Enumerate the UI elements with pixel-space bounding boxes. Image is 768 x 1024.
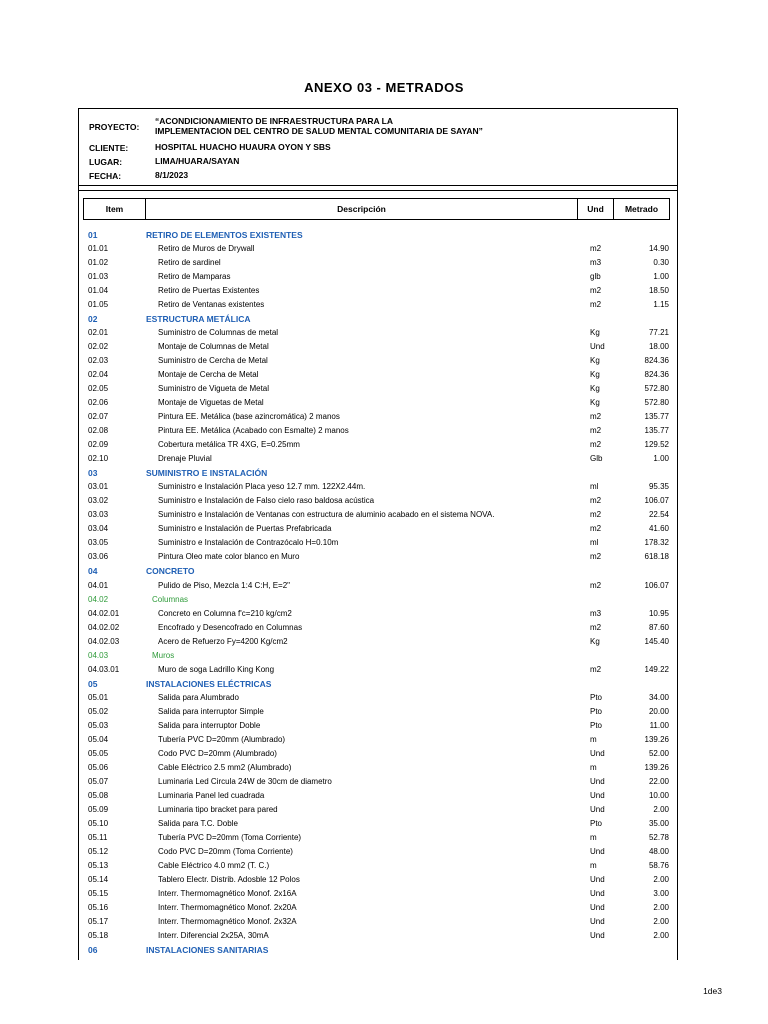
item-unit: m2 [590,664,602,674]
item-unit: Kg [590,398,600,408]
section-row [79,564,677,578]
item-unit: m [590,762,597,772]
item-metrado: 149.22 [644,664,669,674]
section-row [79,677,677,691]
table-row [79,635,677,649]
table-row [79,368,677,382]
item-metrado: 824.36 [644,370,669,380]
section-divider [79,190,677,191]
item-code: 05.14 [88,874,109,884]
item-metrado: 824.36 [644,356,669,366]
item-code: 03 [88,468,98,479]
item-metrado: 77.21 [648,328,669,338]
header-item: Item [83,198,146,220]
item-unit: m2 [590,244,602,254]
item-metrado: 34.00 [648,692,669,702]
item-unit: m2 [590,286,602,296]
item-metrado: 135.77 [644,426,669,436]
item-code: 01.03 [88,272,109,282]
item-unit: m3 [590,258,602,268]
item-description: Suministro de Vigueta de Metal [158,384,270,394]
item-metrado: 145.40 [644,636,669,646]
item-description: Luminaria Panel led cuadrada [158,790,265,800]
item-description: Tablero Electr. Distrib. Adosble 12 Polos [158,874,300,884]
item-metrado: 1.15 [653,300,669,310]
item-code: 05.02 [88,706,109,716]
item-code: 02.07 [88,412,109,422]
table-row [79,494,677,508]
item-description: Interr. Diferencial 2x25A, 30mA [158,931,269,940]
item-description: Suministro de Columnas de metal [158,328,279,338]
item-metrado: 106.07 [644,580,669,590]
table-row [79,915,677,929]
item-metrado: 11.00 [649,720,669,730]
table-row [79,691,677,705]
item-metrado: 41.60 [648,524,669,534]
item-code: 01.05 [88,300,109,310]
item-description: Acero de Refuerzo Fy=4200 Kg/cm2 [158,636,288,646]
item-description: INSTALACIONES SANITARIAS [146,945,269,956]
item-metrado: 1.00 [653,454,669,464]
item-description: Muros [152,650,175,660]
table-row [79,733,677,747]
item-metrado: 18.50 [648,286,669,296]
item-description: Suministro e Instalación de Puertas Prefabricada [158,524,332,534]
item-description: Tubería PVC D=20mm (Toma Corriente) [158,832,302,842]
item-unit: m2 [590,510,602,520]
item-metrado: 1.00 [653,272,669,282]
item-description: Salida para interruptor Simple [158,706,264,716]
item-metrado: 178.32 [644,538,669,548]
item-description: Interr. Thermomagnético Monof. 2x32A [158,916,297,926]
item-description: Suministro e Instalación Placa yeso 12.7 mm. 122X2.44m. [158,482,366,492]
item-unit: Und [590,342,605,352]
item-unit: Kg [590,370,600,380]
table-row [79,747,677,761]
item-code: 04.02.03 [88,636,120,646]
item-description: Salida para interruptor Doble [158,720,261,730]
item-code: 03.03 [88,510,109,520]
proyecto-line-2: IMPLEMENTACION DEL CENTRO DE SALUD MENTAL COMUNITARIA DE SAYAN” [155,125,483,136]
table-row [79,284,677,298]
item-unit: m2 [590,412,602,422]
item-code: 04.02.01 [88,608,120,618]
item-unit: m [590,832,597,842]
item-metrado: 2.00 [653,874,669,884]
item-description: Retiro de Puertas Existentes [158,286,260,296]
table-row [79,817,677,831]
item-unit: Und [590,846,605,856]
item-code: 05 [88,678,98,689]
item-unit: m2 [590,552,602,562]
cliente-value: HOSPITAL HUACHO HUAURA OYON Y SBS [155,142,331,152]
section-row [79,943,677,957]
item-description: Montaje de Columnas de Metal [158,342,269,352]
item-metrado: 0.30 [653,258,669,268]
table-row [79,607,677,621]
item-unit: m2 [590,622,602,632]
lugar-value: LIMA/HUARA/SAYAN [155,156,240,166]
table-row [79,761,677,775]
item-code: 02.04 [88,370,109,380]
header-metrado: Metrado [613,198,670,220]
item-code: 05.10 [88,818,109,828]
item-code: 01.01 [88,244,109,254]
item-unit: m2 [590,300,602,310]
table-row [79,242,677,256]
subsection-row [79,593,677,607]
item-code: 05.03 [88,720,109,730]
item-code: 05.05 [88,748,109,758]
item-description: CONCRETO [146,566,195,577]
table-row [79,621,677,635]
item-description: Luminaria tipo bracket para pared [158,804,278,814]
item-code: 04.03 [88,650,109,660]
item-description: Cable Eléctrico 4.0 mm2 (T. C.) [158,860,270,870]
item-metrado: 2.00 [653,902,669,912]
item-unit: Glb [590,454,603,464]
item-code: 03.02 [88,496,109,506]
table-row [79,873,677,887]
item-metrado: 572.80 [644,384,669,394]
item-code: 04.01 [88,580,109,590]
proyecto-label: PROYECTO: [89,122,140,132]
item-description: Drenaje Pluvial [158,454,212,464]
table-row [79,550,677,564]
item-unit: Und [590,931,605,940]
item-code: 02.01 [88,328,109,338]
item-description: Montaje de Viguetas de Metal [158,398,264,408]
cliente-label: CLIENTE: [89,143,129,153]
item-unit: m2 [590,496,602,506]
item-metrado: 18.00 [648,342,669,352]
item-unit: Und [590,804,605,814]
table-row [79,859,677,873]
table-row [79,536,677,550]
item-metrado: 572.80 [644,398,669,408]
item-description: SUMINISTRO E INSTALACIÓN [146,468,268,479]
table-row [79,887,677,901]
item-description: Pulido de Piso, Mezcla 1:4 C:H, E=2" [158,580,291,590]
item-code: 05.18 [88,931,109,940]
table-row [79,705,677,719]
item-description: Tubería PVC D=20mm (Alumbrado) [158,734,286,744]
item-code: 02.02 [88,342,109,352]
table-row [79,340,677,354]
item-description: Suministro e Instalación de Ventanas con estructura de aluminio acabado en el sistema NOVA. [158,510,495,520]
item-code: 05.07 [88,776,109,786]
item-unit: Und [590,748,605,758]
item-metrado: 106.07 [644,496,669,506]
item-unit: Kg [590,636,600,646]
item-description: Salida para T.C. Doble [158,818,238,828]
item-description: Montaje de Cercha de Metal [158,370,259,380]
item-unit: m2 [590,524,602,534]
table-row [79,831,677,845]
table-row [79,354,677,368]
table-row [79,382,677,396]
item-unit: Und [590,874,605,884]
page-number: 1de3 [703,986,722,996]
item-unit: m2 [590,440,602,450]
item-unit: m3 [590,608,602,618]
item-description: Pintura EE. Metálica (Acabado con Esmalte) 2 manos [158,426,349,436]
item-metrado: 2.00 [653,931,669,940]
item-description: Pintura Oleo mate color blanco en Muro [158,552,300,562]
table-row [79,901,677,915]
table-row [79,256,677,270]
item-metrado: 3.00 [653,888,669,898]
table-row [79,579,677,593]
table-row [79,929,677,943]
item-description: Suministro e Instalación de Contrazócalo H=0.10m [158,538,339,548]
table-row [79,522,677,536]
item-code: 01.04 [88,286,109,296]
item-unit: m [590,734,597,744]
item-unit: Pto [590,720,603,730]
section-row [79,466,677,480]
item-metrado: 35.00 [648,818,669,828]
table-row [79,845,677,859]
item-description: Muro de soga Ladrillo King Kong [158,664,275,674]
item-unit: Pto [590,692,603,702]
item-description: Concreto en Columna f'c=210 kg/cm2 [158,608,292,618]
item-description: Salida para Alumbrado [158,692,239,702]
item-code: 01.02 [88,258,109,268]
item-code: 04.03.01 [88,664,120,674]
item-unit: Und [590,916,605,926]
item-code: 03.04 [88,524,109,534]
item-description: Pintura EE. Metálica (base azincromática) 2 manos [158,412,340,422]
item-code: 05.06 [88,762,109,772]
item-description: Retiro de Mamparas [158,272,231,282]
item-code: 02.10 [88,454,109,464]
item-code: 02 [88,314,98,325]
table-row [79,410,677,424]
item-code: 02.08 [88,426,109,436]
item-code: 05.15 [88,888,109,898]
item-unit: Pto [590,818,603,828]
item-unit: ml [590,538,599,548]
item-code: 03.06 [88,552,109,562]
section-row [79,312,677,326]
item-metrado: 87.60 [648,622,669,632]
item-code: 06 [88,945,98,956]
item-code: 04.02 [88,594,109,604]
item-code: 05.13 [88,860,109,870]
table-row [79,508,677,522]
item-unit: Kg [590,328,600,338]
header-description: Descripción [145,198,578,220]
item-description: RETIRO DE ELEMENTOS EXISTENTES [146,230,303,240]
metrados-frame [78,108,678,960]
item-metrado: 58.76 [648,860,669,870]
item-code: 05.01 [88,692,109,702]
item-code: 05.17 [88,916,109,926]
item-description: Cable Eléctrico 2.5 mm2 (Alumbrado) [158,762,292,772]
item-description: INSTALACIONES ELÉCTRICAS [146,678,272,689]
fecha-label: FECHA: [89,171,122,181]
table-row [79,719,677,733]
subsection-row [79,649,677,663]
table-row [79,424,677,438]
item-description: Suministro de Cercha de Metal [158,356,268,366]
item-unit: Kg [590,356,600,366]
section-row [79,228,677,242]
item-description: Interr. Thermomagnético Monof. 2x20A [158,902,297,912]
item-code: 03.05 [88,538,109,548]
item-unit: m [590,860,597,870]
item-code: 05.11 [88,832,108,842]
item-metrado: 10.00 [648,790,669,800]
item-metrado: 22.00 [648,776,669,786]
item-code: 02.09 [88,440,109,450]
item-description: Suministro e Instalación de Falso cielo raso baldosa acústica [158,496,375,506]
item-description: Retiro de sardinel [158,258,221,268]
item-description: Columnas [152,594,189,604]
table-row [79,438,677,452]
project-info [79,109,677,186]
item-unit: Und [590,790,605,800]
item-unit: Pto [590,706,603,716]
item-unit: Und [590,888,605,898]
fecha-value: 8/1/2023 [155,170,189,180]
item-description: Interr. Thermomagnético Monof. 2x16A [158,888,297,898]
item-metrado: 135.77 [644,412,669,422]
item-metrado: 14.90 [648,244,669,254]
proyecto-value [155,117,575,136]
item-metrado: 22.54 [648,510,669,520]
item-code: 05.09 [88,804,109,814]
item-unit: m2 [590,426,602,436]
table-row [79,775,677,789]
item-description: Codo PVC D=20mm (Alumbrado) [158,748,277,758]
table-row [79,480,677,494]
item-code: 01 [88,230,98,240]
item-metrado: 2.00 [653,916,669,926]
item-metrado: 10.95 [648,608,669,618]
item-code: 04 [88,566,98,577]
item-metrado: 52.78 [648,832,669,842]
item-metrado: 48.00 [648,846,669,856]
item-metrado: 139.26 [644,734,669,744]
item-description: Luminaria Led Circula 24W de 30cm de diametro [158,776,332,786]
table-row [79,452,677,466]
item-code: 02.05 [88,384,109,394]
item-unit: Und [590,776,605,786]
item-description: ESTRUCTURA METÁLICA [146,314,251,325]
table-row [79,803,677,817]
item-code: 02.03 [88,356,109,366]
document-title: ANEXO 03 - METRADOS [304,80,464,95]
table-row [79,270,677,284]
item-code: 05.04 [88,734,109,744]
item-code: 02.06 [88,398,109,408]
header-unit: Und [577,198,614,220]
table-row [79,663,677,677]
item-metrado: 129.52 [644,440,669,450]
item-description: Codo PVC D=20mm (Toma Corriente) [158,846,293,856]
item-unit: Und [590,902,605,912]
table-row [79,789,677,803]
item-description: Retiro de Ventanas existentes [158,300,265,310]
item-metrado: 20.00 [648,706,669,716]
proyecto-line-1: “ACONDICIONAMIENTO DE INFRAESTRUCTURA PARA LA [155,116,393,126]
item-code: 05.12 [88,846,109,856]
item-metrado: 139.26 [644,762,669,772]
item-metrado: 2.00 [653,804,669,814]
item-code: 03.01 [88,482,109,492]
item-code: 05.08 [88,790,109,800]
item-description: Encofrado y Desencofrado en Columnas [158,622,303,632]
item-metrado: 95.35 [648,482,669,492]
item-unit: m2 [590,580,602,590]
item-code: 05.16 [88,902,109,912]
table-row [79,326,677,340]
table-row [79,396,677,410]
item-metrado: 52.00 [648,748,669,758]
item-description: Retiro de Muros de Drywall [158,244,255,254]
item-unit: glb [590,272,601,282]
lugar-label: LUGAR: [89,157,123,167]
table-row [79,298,677,312]
item-code: 04.02.02 [88,622,120,632]
item-unit: ml [590,482,599,492]
item-metrado: 618.18 [644,552,669,562]
item-description: Cobertura metálica TR 4XG, E=0.25mm [158,440,300,450]
item-unit: Kg [590,384,600,394]
